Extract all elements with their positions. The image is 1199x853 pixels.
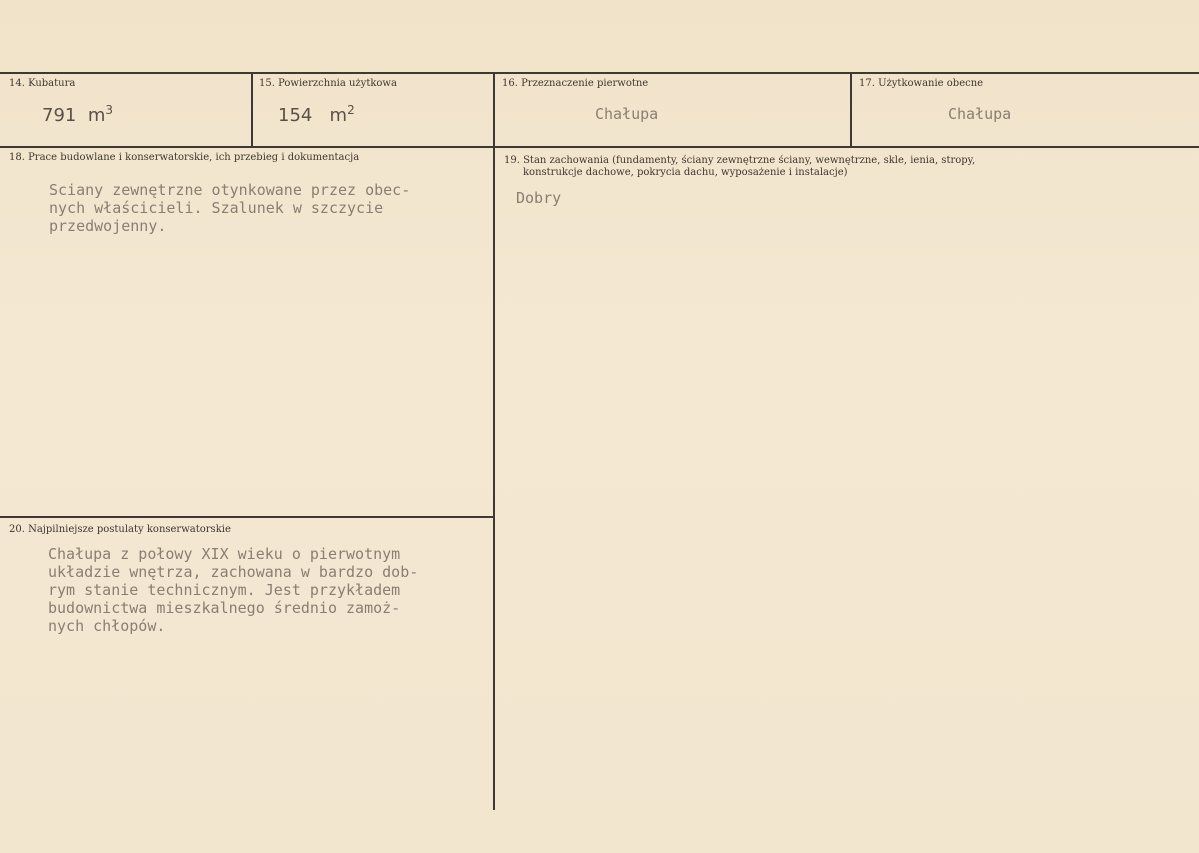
field-14-value	[42, 103, 113, 126]
col-divider-3	[850, 72, 852, 147]
field-20-line-1: Chałupa z połowy XIX wieku o pierwotnym	[48, 545, 401, 563]
field-19-value: Dobry	[516, 189, 562, 207]
field-16-value: Chałupa	[595, 105, 659, 123]
field-17-value: Chałupa	[948, 105, 1012, 123]
cubature-unit: m	[87, 105, 106, 126]
field-18-line-1: Sciany zewnętrzne otynkowane przez obec-	[49, 181, 411, 199]
cubature-number: 791	[42, 105, 77, 126]
field-20-label: 20. Najpilniejsze postulaty konserwatorskie	[9, 524, 231, 535]
row-divider	[0, 146, 1199, 148]
cubature-exponent: 3	[105, 103, 113, 117]
field-18-line-3: przedwojenny.	[49, 217, 167, 235]
field-16-label: 16. Przeznaczenie pierwotne	[502, 78, 649, 89]
area-number: 154	[278, 105, 313, 126]
field-15-value	[278, 103, 355, 126]
field-17-label: 17. Użytkowanie obecne	[859, 78, 984, 89]
area-unit: m	[329, 105, 348, 126]
field-14-label: 14. Kubatura	[9, 78, 76, 89]
col-divider-2	[493, 72, 495, 810]
field-20-line-5: nych chłopów.	[48, 617, 166, 635]
field-15-label: 15. Powierzchnia użytkowa	[259, 78, 397, 89]
field-19-label-line-1: 19. Stan zachowania (fundamenty, ściany zewnętrzne ściany, wewnętrzne, skle, ienia, stropy,	[504, 155, 976, 166]
field-20-line-4: budownictwa mieszkalnego średnio zamoż-	[48, 599, 401, 617]
field-18-line-2: nych właścicieli. Szalunek w szczycie	[49, 199, 384, 217]
field-20-line-2: układzie wnętrza, zachowana w bardzo dob-	[48, 563, 419, 581]
col-divider-1	[251, 72, 253, 147]
field-19-label-line-2: konstrukcje dachowe, pokrycia dachu, wyposażenie i instalacje)	[523, 167, 848, 178]
area-exponent: 2	[347, 103, 355, 117]
field-20-line-3: rym stanie technicznym. Jest przykładem	[48, 581, 401, 599]
section-divider	[0, 516, 494, 518]
field-18-label: 18. Prace budowlane i konserwatorskie, ich przebieg i dokumentacja	[9, 152, 360, 163]
top-rule	[0, 72, 1199, 74]
